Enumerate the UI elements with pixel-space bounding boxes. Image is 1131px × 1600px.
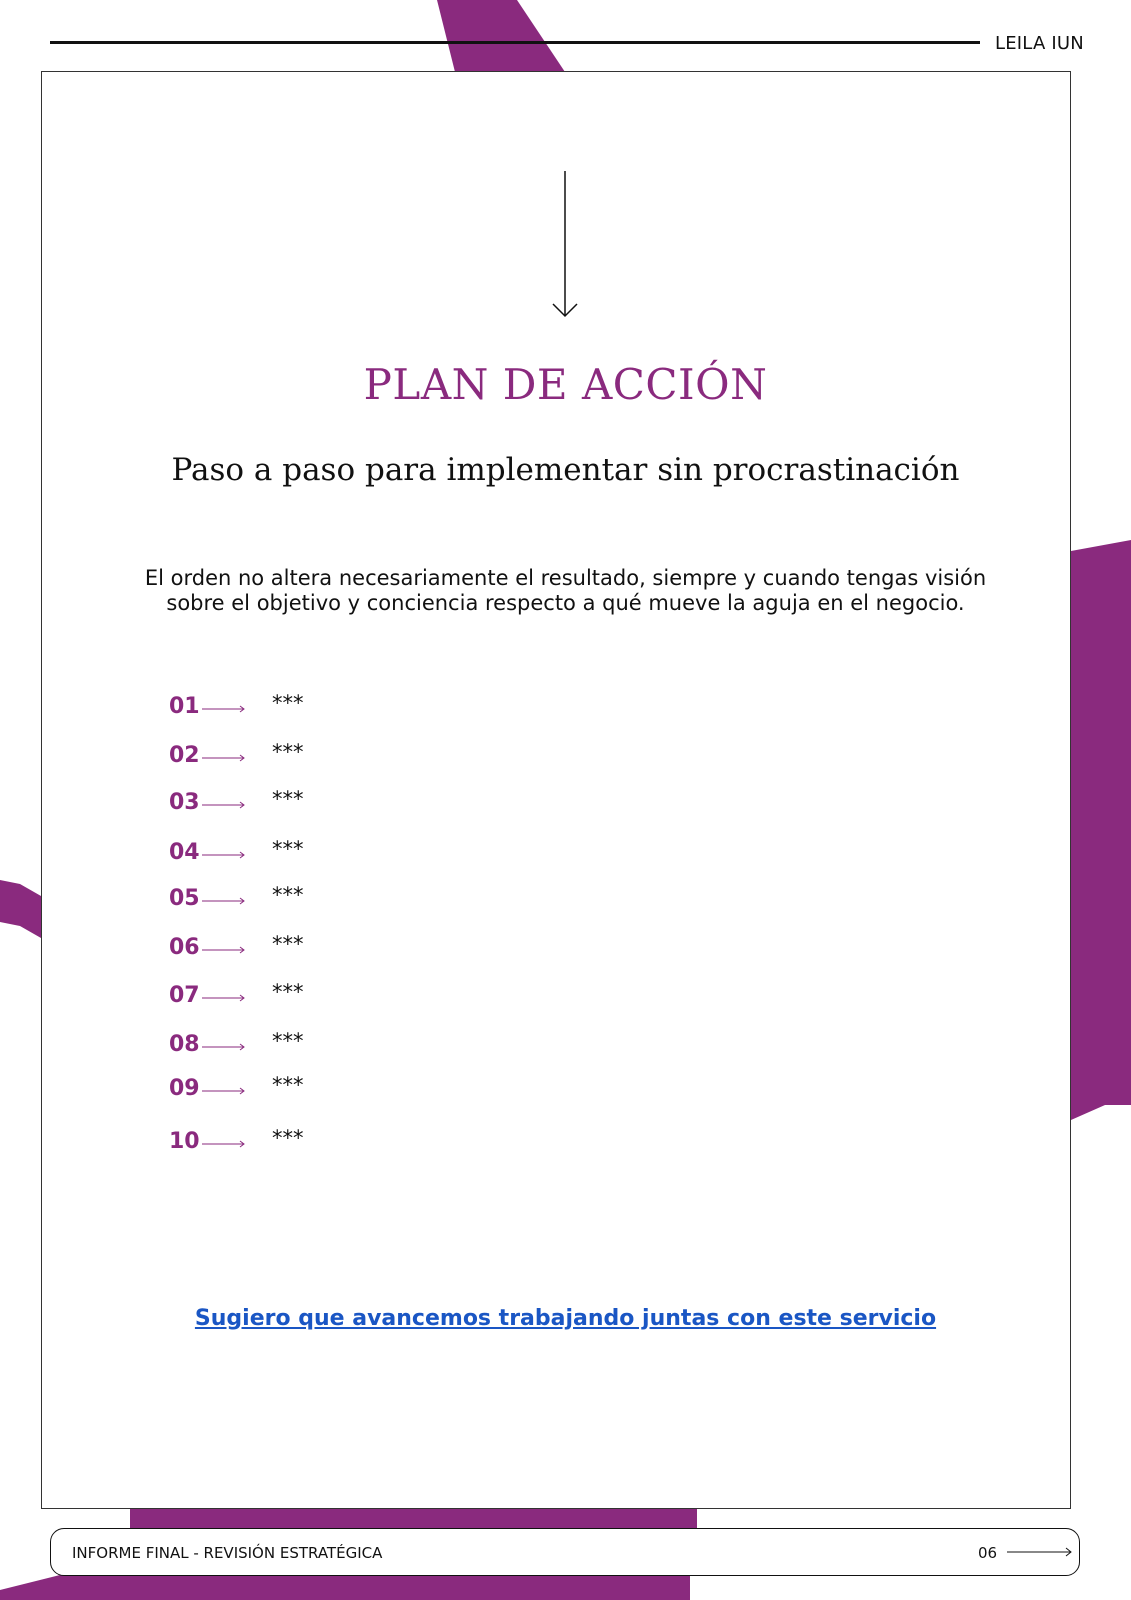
page-title: PLAN DE ACCIÓN: [363, 360, 768, 409]
page-subtitle: Paso a paso para implementar sin procrastinación: [171, 452, 960, 488]
step-number: 06: [169, 935, 200, 960]
step-number: 07: [169, 983, 200, 1008]
step-number: 10: [169, 1129, 200, 1154]
step-number: 02: [169, 743, 200, 768]
step-number: 09: [169, 1076, 200, 1101]
header-rule: [50, 41, 980, 44]
arrow-right-icon: [202, 944, 246, 956]
arrow-right-icon: [202, 849, 246, 861]
step-text: ***: [272, 980, 304, 1004]
service-link[interactable]: Sugiero que avancemos trabajando juntas con este servicio: [194, 1306, 937, 1331]
step-text: ***: [272, 691, 304, 715]
step-text: ***: [272, 1073, 304, 1097]
step-text: ***: [272, 883, 304, 907]
arrow-right-icon: [202, 1138, 246, 1150]
step-number: 04: [169, 840, 200, 865]
arrow-right-icon: [202, 992, 246, 1004]
step-number: 08: [169, 1032, 200, 1057]
arrow-right-icon: [202, 799, 246, 811]
arrow-right-icon: [202, 1085, 246, 1097]
arrow-down-icon: [549, 171, 581, 321]
step-text: ***: [272, 787, 304, 811]
arrow-right-icon: [1007, 1546, 1073, 1558]
footer-bar: [50, 1528, 1080, 1576]
page-number: 06: [978, 1544, 998, 1562]
step-text: ***: [272, 1126, 304, 1150]
step-text: ***: [272, 740, 304, 764]
step-text: ***: [272, 932, 304, 956]
author-name: LEILA IUN: [995, 33, 1084, 54]
intro-paragraph: [140, 566, 991, 616]
arrow-right-icon: [202, 1041, 246, 1053]
step-number: 03: [169, 790, 200, 815]
arrow-right-icon: [202, 703, 246, 715]
step-text: ***: [272, 837, 304, 861]
intro-line: sobre el objetivo y conciencia respecto a qué mueve la aguja en el negocio.: [166, 591, 965, 615]
arrow-right-icon: [202, 895, 246, 907]
intro-line: El orden no altera necesariamente el resultado, siempre y cuando tengas visión: [144, 566, 987, 590]
step-number: 01: [169, 694, 200, 719]
footer-doc-title: INFORME FINAL - REVISIÓN ESTRATÉGICA: [72, 1544, 383, 1562]
step-text: ***: [272, 1029, 304, 1053]
step-number: 05: [169, 886, 200, 911]
arrow-right-icon: [202, 752, 246, 764]
